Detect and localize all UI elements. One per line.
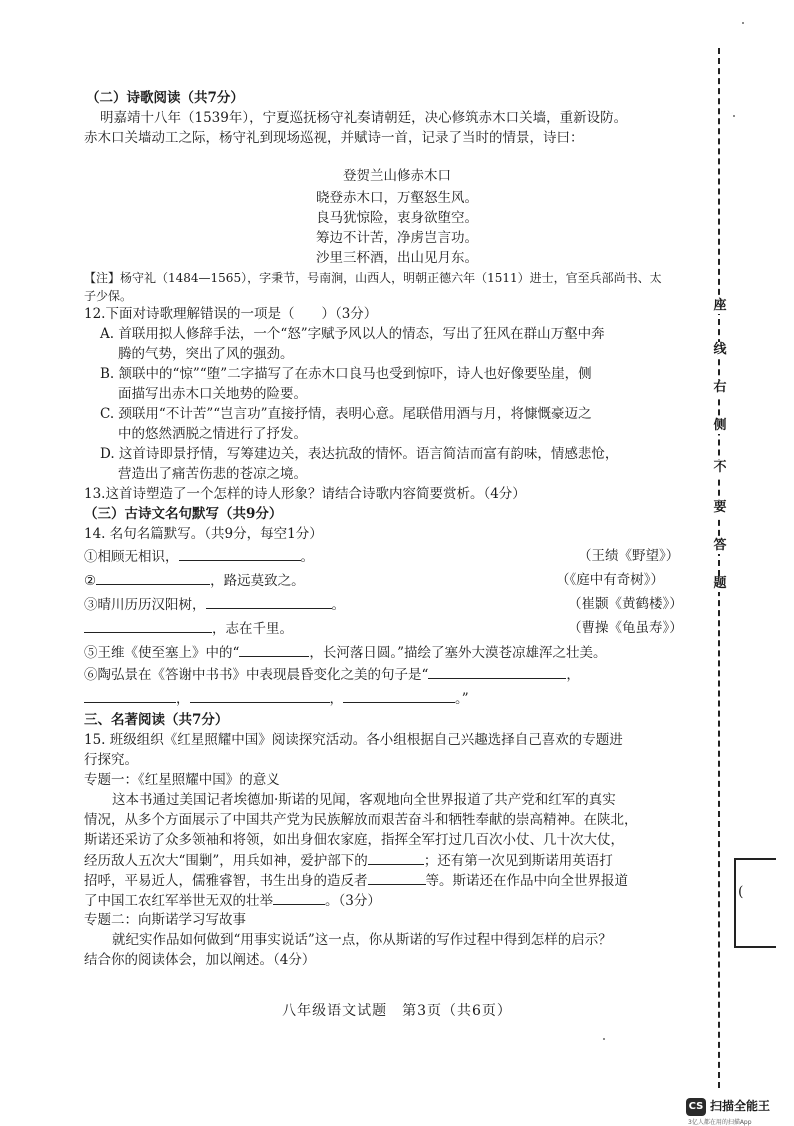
score-box-bracket [734, 858, 776, 948]
topic-paragraph: 招呼，平易近人，儒雅睿智，书生出身的造反者 等。斯诺还在作品中向全世界报道 [84, 870, 628, 891]
topic-question: 结合你的阅读体会，加以阐述。（4分） [84, 952, 316, 968]
option-a: 腾的气势，突出了风的强劲。 [118, 346, 294, 362]
answer-blank[interactable] [368, 850, 424, 865]
question-15-stem: 15. 班级组织《红星照耀中国》阅读探究活动。各小组根据自己兴趣选择自己喜欢的专题进 [84, 732, 623, 748]
option-a: A. 首联用拟人修辞手法，一个“怒”字赋予风以人的情态，写出了狂风在群山万壑中奔 [100, 326, 605, 342]
margin-char: 线 [713, 342, 727, 357]
answer-blank[interactable] [190, 688, 330, 703]
recite-item-3: ③晴川历历汉阳树， 。 [84, 594, 345, 615]
recite-source: （曹操《龟虽寿》） [568, 620, 683, 636]
poem-note: 【注】杨守礼（1484—1565），字秉节，号南涧，山西人，明朝正德六年（1511）进士，官至兵部尚书、太 [84, 271, 662, 285]
page-footer: 八年级语文试题 第3页（共6页） [282, 1003, 512, 1019]
poem-note: 子少保。 [84, 289, 133, 303]
recite-source: （崔颢《黄鹤楼》） [568, 596, 683, 612]
recite-item-5: ⑤王维《使至塞上》中的“ ，长河落日圆。”描绘了塞外大漠苍凉雄浑之壮美。 [84, 642, 607, 663]
answer-blank[interactable] [343, 688, 455, 703]
margin-char: 答 [713, 538, 727, 553]
part-heading: 三、名著阅读（共7分） [84, 712, 229, 728]
topic-question: 就纪实作品如何做到“用事实说话”这一点，你从斯诺的写作过程中得到怎样的启示？ [112, 932, 612, 948]
score-box-paren: ( [738, 884, 744, 900]
answer-blank[interactable] [179, 546, 301, 561]
margin-char: 侧 [713, 418, 727, 433]
margin-char: 右 [713, 380, 727, 395]
margin-char: 座 [713, 298, 727, 313]
intro-text: 赤木口关墙动工之际，杨守礼到现场巡视，并赋诗一首，记录了当时的情景，诗曰： [84, 130, 584, 146]
topic-heading: 专题一：《红星照耀中国》的意义 [84, 772, 280, 788]
margin-char: 不 [713, 460, 727, 475]
topic-heading: 专题二：向斯诺学习写故事 [84, 912, 246, 928]
option-b: 面描写出赤木口关地势的险要。 [118, 386, 307, 402]
camscanner-logo-icon: CS [686, 1098, 706, 1116]
margin-char: 要 [713, 500, 727, 515]
answer-blank[interactable] [273, 890, 325, 905]
poem-line: 筹边不计苦，净虏岂言功。 [316, 230, 478, 246]
question-15-stem: 行探究。 [84, 752, 138, 768]
option-d: 营造出了痛苦伤悲的苍凉之境。 [118, 466, 307, 482]
intro-text: 明嘉靖十八年（1539年），宁夏巡抚杨守礼奏请朝廷，决心修筑赤木口关墙，重新设防。 [100, 110, 628, 126]
topic-paragraph: 这本书通过美国记者埃德加·斯诺的见闻，客观地向全世界报道了共产党和红军的真实 [112, 792, 616, 808]
topic-paragraph: 斯诺还采访了众多领袖和将领，如出身佃农家庭，指挥全军打过几百次小仗、几十次大仗， [84, 832, 624, 848]
topic-paragraph: 经历敌人五次大“围剿”，用兵如神，爱护部下的 ；还有第一次见到斯诺用英语打 [84, 850, 613, 871]
watermark-name: 扫描全能王 [710, 1099, 771, 1113]
answer-blank[interactable] [84, 688, 176, 703]
poem-title: 登贺兰山修赤木口 [343, 168, 451, 184]
margin-char: 题 [713, 576, 727, 591]
poem-line: 良马犹惊险，衷身欲堕空。 [316, 210, 478, 226]
question-14-stem: 14. 名句名篇默写。（共9分，每空1分） [84, 526, 323, 542]
answer-blank[interactable] [206, 594, 332, 609]
recite-item-2: ② ，路远莫致之。 [84, 570, 305, 591]
poem-line: 沙里三杯酒，出山见月东。 [316, 250, 478, 266]
option-c: 中的悠然洒脱之情进行了抒发。 [118, 426, 307, 442]
topic-paragraph: 了中国工农红军举世无双的壮举 。（3分） [84, 890, 381, 911]
topic-paragraph: 情况，从多个方面展示了中国共产党为民族解放而艰苦奋斗和牺牲奉献的崇高精神。在陕北， [84, 812, 638, 828]
answer-blank[interactable] [428, 664, 566, 679]
recite-item-1: ①相顾无相识， 。 [84, 546, 314, 567]
question-13-stem: 13.这首诗塑造了一个怎样的诗人形象？请结合诗歌内容简要赏析。（4分） [84, 486, 526, 502]
poem-line: 晓登赤木口，万壑怒生风。 [316, 190, 478, 206]
watermark-subtitle: 3亿人都在用的扫描App [688, 1119, 752, 1126]
recite-source: （王绩《野望》） [578, 548, 680, 564]
recite-item-4: ，志在千里。 [84, 618, 293, 639]
question-12-stem: 12.下面对诗歌理解错误的一项是（ ）（3分） [84, 306, 378, 322]
option-b: B. 颔联中的“惊”“堕”二字描写了在赤木口良马也受到惊吓，诗人也好像要坠崖，侧 [100, 366, 592, 382]
section-heading: （三）古诗文名句默写（共9分） [84, 506, 283, 522]
recite-source: （《庭中有奇树》） [556, 572, 664, 588]
option-d: D. 这首诗即景抒情，写筹建边关，表达抗敌的情怀。语言简洁而富有韵味，情感悲怆， [100, 446, 619, 462]
answer-blank[interactable] [368, 870, 426, 885]
recite-item-6: ⑥陶弘景在《答谢中书书》中表现晨昏变化之美的句子是“ ， [84, 664, 580, 685]
answer-blank[interactable] [239, 642, 309, 657]
answer-blank[interactable] [84, 618, 212, 633]
option-c: C. 颈联用“不计苦”“岂言功”直接抒情，表明心意。尾联借用酒与月，将慷慨豪迈之 [100, 406, 592, 422]
answer-blank[interactable] [96, 570, 210, 585]
recite-item-6-cont: ， ， 。” [84, 688, 469, 709]
section-heading: （二）诗歌阅读（共7分） [86, 90, 244, 106]
